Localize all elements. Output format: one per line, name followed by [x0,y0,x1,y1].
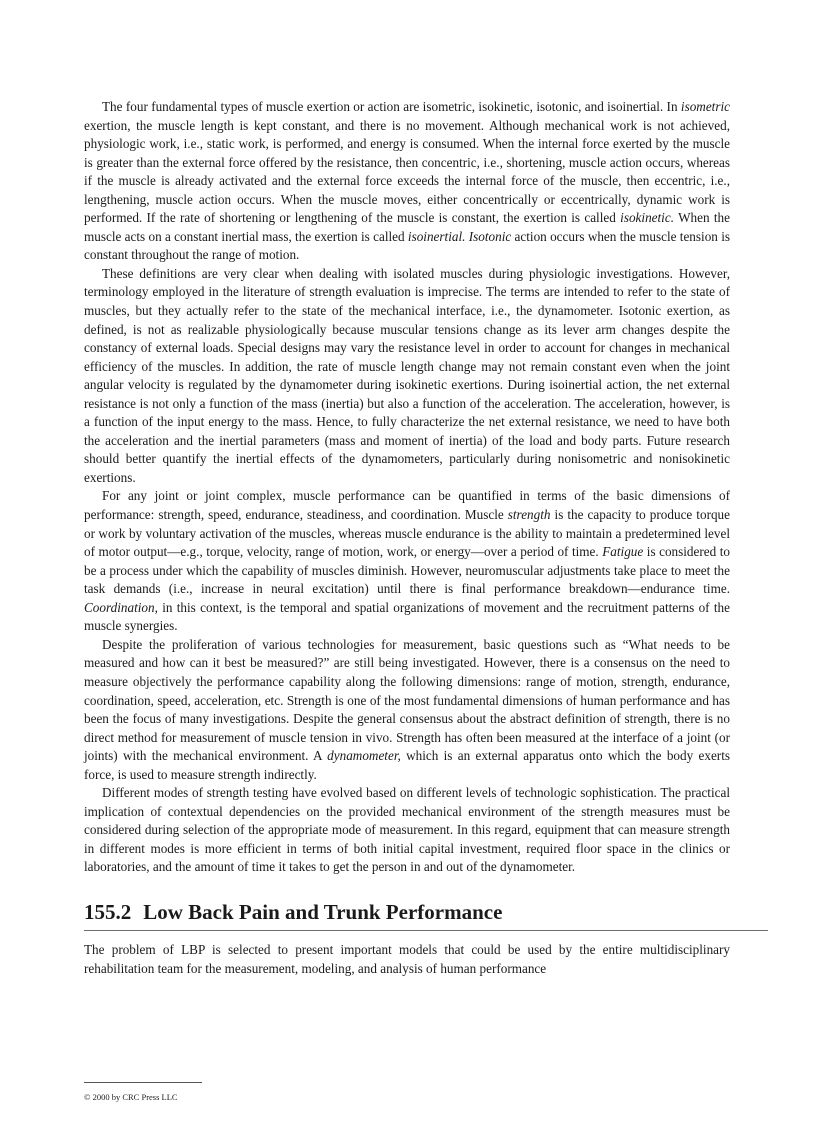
italic-term: isoinertial. Isotonic [407,228,512,244]
paragraph-2 [84,265,730,488]
text-run: For any joint or joint complex, muscle performance can be quantified in terms of the basic dimensions of performance: strength, speed, endurance, steadiness, and coordination. Muscle [84,488,730,523]
paragraph-4 [84,636,730,784]
text-run: The four fundamental types of muscle exertion or action are isometric, isokinetic, isotonic, and isoinertial. In [102,99,681,114]
section-heading [84,899,768,931]
section-paragraph: The problem of LBP is selected to present important models that could be used by the entire multidisciplinary rehabilitation team for the measurement, modeling, and analysis of human performance [84,941,730,976]
text-run: which is an external apparatus onto which the body exerts force, is used to measure strength indirectly. [84,748,730,782]
italic-term: Coordination, [84,599,158,615]
text-run: Different modes of strength testing have evolved based on different levels of technologic sophistication. The practical implication of contextual dependencies on the provided mechanical environment of the strength measures must be considered during selection of the appropriate mode of measurement. In this regard, equipment that can measure strength in different modes is more efficient in terms of both initial capital investment, required floor space in the clinics or laboratories, and the amount of time it takes to get the person in and out of the dynamometer. [84,785,730,875]
italic-term: strength [507,507,551,523]
italic-term: dynamometer, [327,748,401,764]
paragraph-5 [84,784,730,877]
text-run: is the capacity to produce torque or work by voluntary activation of the muscles, whereas muscle endurance is the ability to maintain a predetermined level of motor output—e.g., torque, velocity, range of motion, work, or energy—over a period of time. [84,507,730,560]
text-run: Despite the proliferation of various technologies for measurement, basic questions such as “What needs to be measured and how can it best be measured?” are still being investigated. However, there is a consensus on the need to measure objectively the performance capability along the following dimensions: range of motion, strength, endurance, coordination, speed, acceleration, etc. Strength is one of the most fundamental dimensions of human performance and has been the focus of many investigations. Despite the general consensus about the abstract definition of strength, there is no direct method for measurement of muscle tension in vivo. Strength has often been measured at the interface of a joint (or joints) with the mechanical environment. A [84,636,730,764]
copyright-notice: © 2000 by CRC Press LLC [84,1092,178,1102]
text-run: is considered to be a process under which the capability of muscles diminish. However, neuromuscular adjustments take place to meet the task demands (i.e., increase in neural excitation) until there is final performance breakdown—endurance time. [84,544,730,597]
text-run: When the muscle acts on a constant inertial mass, the exertion is called [84,210,730,244]
paragraph-1 [84,98,730,265]
footnote-rule [84,1082,202,1083]
section-title: Low Back Pain and Trunk Performance [143,899,503,924]
italic-term: Fatigue [602,544,644,560]
text-run: exertion, the muscle length is kept constant, and there is no movement. Although mechanical work is not achieved, physiologic work, i.e., static work, is performed, and energy is consumed. When the internal force exerted by the muscle is greater than the external force offered by the resistance, then concentric, i.e., shortening, muscle action occurs, whereas if the muscle is already activated and the external force exceeds the internal force of the muscle, then eccentric, i.e., lengthening, muscle action occurs. When the muscle moves, either concentrically or eccentrically, dynamic work is performed. If the rate of shortening or lengthening of the muscle is constant, the exertion is called [84,117,730,226]
text-run: in this context, is the temporal and spatial organizations of movement and the recruitment patterns of the muscle synergies. [84,599,730,634]
page-body [84,98,730,978]
paragraph-3 [84,487,730,635]
section-number: 155.2 [84,899,132,924]
text-run: These definitions are very clear when dealing with isolated muscles during physiologic investigations. However, terminology employed in the literature of strength evaluation is imprecise. The terms are intended to refer to the state of muscles, but they actually refer to the state of the mechanical interface, i.e., the dynamometer. Isotonic exertion, as defined, is not as realizable physiologically because muscular tensions change as its lever arm changes despite the constancy of external loads. Special designs may vary the resistance level in order to account for changes in mechanical efficiency of the muscles. In addition, the rate of muscle length change may not remain constant even when the joint angular velocity is regulated by the dynamometer during isokinetic exertions. During isoinertial action, the net external resistance is not only a function of the mass (inertia) but also a function of the acceleration. The acceleration, however, is a function of the input energy to the mass. Hence, to fully characterize the net external resistance, we need to have both the acceleration and the inertial parameters (mass and moment of inertia) of the load and body parts. Future research should better quantify the inertial effects of the dynamometers, particularly during nonisometric and nonisokinetic exertions. [84,265,730,485]
text-run: action occurs when the muscle tension is constant throughout the range of motion. [84,228,730,263]
italic-term: isokinetic. [620,210,674,226]
italic-term: isometric [680,99,730,114]
